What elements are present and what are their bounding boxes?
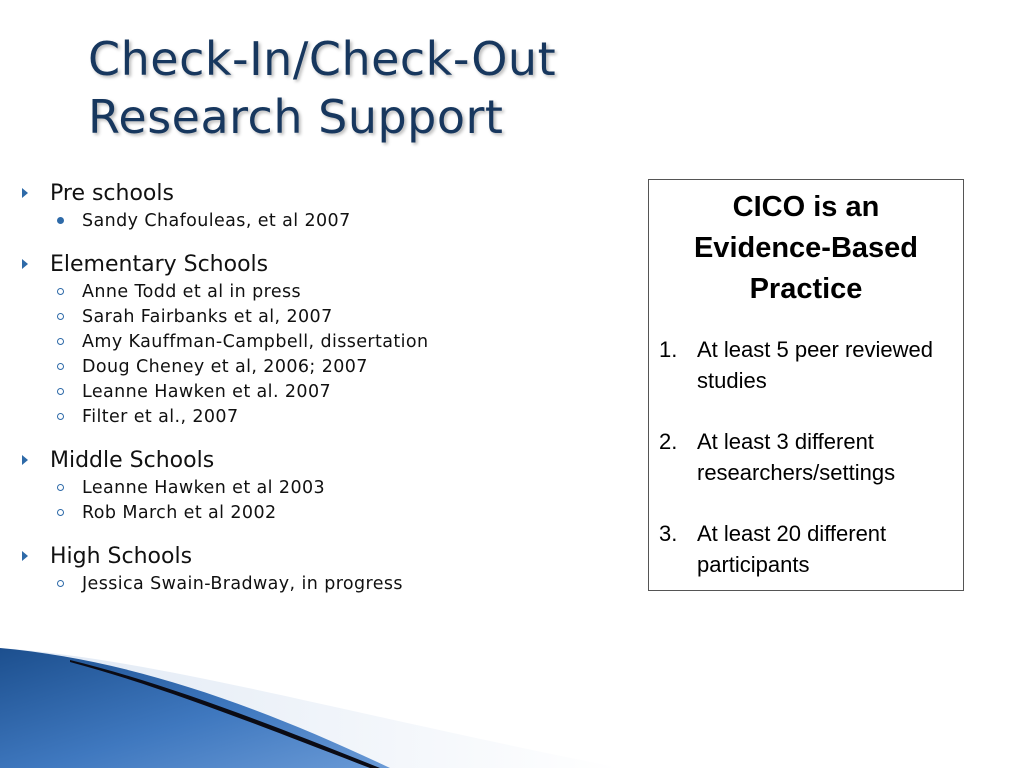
hollow-bullet-icon [57,580,64,587]
section-heading: High Schools [50,543,193,569]
hollow-bullet-icon [57,288,64,295]
list-item: Anne Todd et al in press [18,279,628,304]
list-item: Sarah Fairbanks et al, 2007 [18,304,628,329]
hollow-bullet-icon [57,313,64,320]
section-heading: Elementary Schools [50,251,269,277]
section-elementary-schools [18,249,628,429]
arrow-bullet-icon [22,551,28,561]
list-item: Leanne Hawken et al 2003 [18,475,628,500]
slide-title [88,30,556,146]
list-item: Sandy Chafouleas, et al 2007 [18,208,628,233]
hollow-bullet-icon [57,338,64,345]
list-item: Amy Kauffman-Campbell, dissertation [18,329,628,354]
section-middle-schools [18,445,628,525]
hollow-bullet-icon [57,363,64,370]
list-item: Leanne Hawken et al. 2007 [18,379,628,404]
hollow-bullet-icon [57,509,64,516]
slide-title-line-1: Check-In/Check-Out [88,32,557,86]
arrow-bullet-icon [22,455,28,465]
research-list [18,178,628,612]
criteria-list [649,334,963,580]
list-item: Filter et al., 2007 [18,404,628,429]
hollow-bullet-icon [57,388,64,395]
section-high-schools [18,541,628,596]
criteria-item: 2. At least 3 different researchers/settings [659,429,896,485]
evidence-based-practice-box [648,179,964,591]
criteria-item: 3. At least 20 different participants [659,521,887,577]
blue-swoosh-decoration [0,640,1024,768]
list-item: Doug Cheney et al, 2006; 2007 [18,354,628,379]
slide-title-line-2: Research Support [88,90,504,144]
hollow-bullet-icon [57,413,64,420]
section-heading: Middle Schools [50,447,215,473]
criteria-item: 1. At least 5 peer reviewed studies [659,337,934,393]
arrow-bullet-icon [22,259,28,269]
section-pre-schools [18,178,628,233]
list-item: Jessica Swain-Bradway, in progress [18,571,628,596]
hollow-bullet-icon [57,484,64,491]
list-item: Rob March et al 2002 [18,500,628,525]
arrow-bullet-icon [22,188,28,198]
box-title: CICO is an Evidence-Based Practice [693,191,919,305]
filled-bullet-icon [57,217,64,224]
section-heading: Pre schools [50,180,174,206]
